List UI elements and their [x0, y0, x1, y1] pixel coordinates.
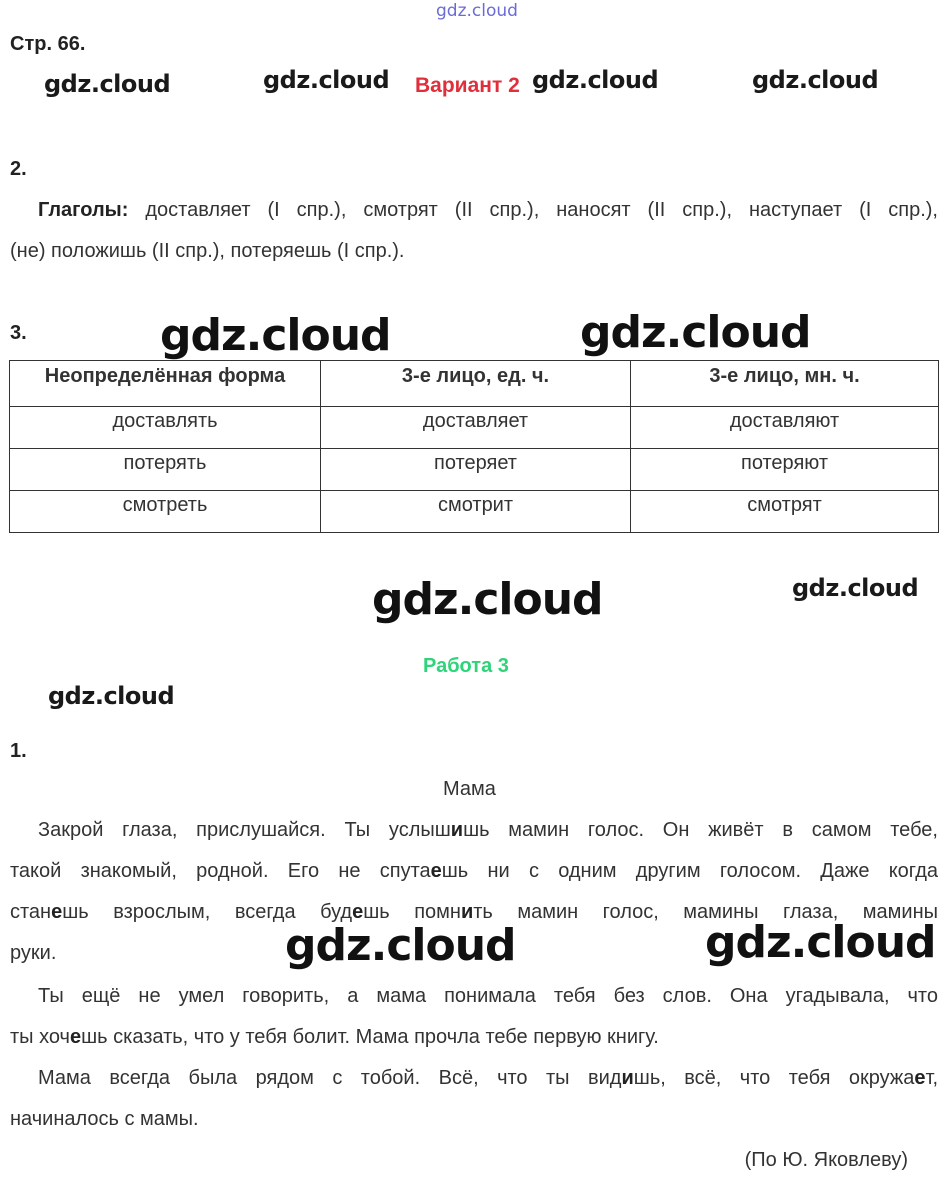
verbs-label: Глаголы:: [38, 199, 129, 221]
text-fragment: шь мамин голос. Он живёт в самом тебе,: [463, 819, 938, 841]
task-2-line-2: (не) положишь (II спр.), потеряешь (I спр.).: [10, 240, 405, 262]
variant-title: Вариант 2: [415, 74, 520, 97]
table-row: [10, 407, 939, 449]
task-3-number: 3.: [10, 322, 27, 344]
highlighted-letter: и: [450, 819, 464, 841]
watermark: gdz.cloud: [160, 310, 391, 361]
table-cell: доставляет: [321, 407, 631, 449]
table-cell: смотрит: [321, 491, 631, 533]
text-title: Мама: [443, 778, 496, 800]
text-fragment: т,: [925, 1067, 938, 1089]
task-1-number: 1.: [10, 740, 27, 762]
watermark: gdz.cloud: [285, 920, 516, 971]
text-fragment: ть мамин голос, мамины глаза, мамины: [473, 901, 938, 923]
watermark: gdz.cloud: [263, 66, 390, 94]
watermark: gdz.cloud: [705, 917, 936, 968]
watermark: gdz.cloud: [372, 574, 603, 625]
text-fragment: шь сказать, что у тебя болит. Мама прочла тебе первую книгу.: [81, 1026, 659, 1048]
watermark: gdz.cloud: [44, 70, 171, 98]
watermark: gdz.cloud: [752, 66, 879, 94]
watermark: gdz.cloud: [48, 682, 175, 710]
text-fragment: ты хоч: [10, 1026, 70, 1048]
highlighted-letter: е: [51, 901, 63, 923]
highlighted-letter: е: [352, 901, 364, 923]
highlighted-letter: и: [460, 901, 474, 923]
table-cell: потерять: [10, 449, 321, 491]
text-fragment: начиналось с мамы.: [10, 1108, 199, 1130]
work-title: Работа 3: [423, 655, 509, 677]
highlighted-letter: е: [69, 1026, 82, 1048]
watermark: gdz.cloud: [532, 66, 659, 94]
text-fragment: Ты ещё не умел говорить, а мама понимала тебя без слов. Она угадывала, что: [38, 985, 938, 1007]
text-fragment: руки.: [10, 942, 57, 964]
table-cell: смотрят: [631, 491, 939, 533]
highlighted-letter: и: [621, 1067, 634, 1089]
table-row: [10, 449, 939, 491]
conjugation-table: [9, 360, 939, 533]
page-reference: Стр. 66.: [10, 33, 86, 55]
watermark-top: gdz.cloud: [436, 1, 518, 21]
table-cell: потеряют: [631, 449, 939, 491]
text-fragment: шь помн: [363, 901, 461, 923]
source-attribution: (По Ю. Яковлеву): [744, 1149, 908, 1171]
text-fragment: шь ни с одним другим голосом. Даже когда: [441, 860, 938, 882]
paragraph-2: [10, 976, 938, 1058]
table-cell: потеряет: [321, 449, 631, 491]
paragraph-1: [10, 810, 938, 974]
task-2-text: [10, 190, 938, 272]
highlighted-letter: е: [914, 1067, 926, 1089]
text-fragment: шь взрослым, всегда буд: [62, 901, 353, 923]
table-cell: доставляют: [631, 407, 939, 449]
watermark: gdz.cloud: [792, 574, 919, 602]
table-row: [10, 491, 939, 533]
watermark: gdz.cloud: [580, 307, 811, 358]
text-fragment: Мама всегда была рядом с тобой. Всё, что ты вид: [38, 1067, 622, 1089]
text-fragment: стан: [10, 901, 52, 923]
text-fragment: Закрой глаза, прислушайся. Ты услыш: [38, 819, 451, 841]
text-fragment: такой знакомый, родной. Его не спута: [10, 860, 431, 882]
highlighted-letter: е: [430, 860, 442, 882]
table-header: 3-е лицо, ед. ч.: [321, 361, 631, 407]
table-header: Неопределённая форма: [10, 361, 321, 407]
table-cell: смотреть: [10, 491, 321, 533]
task-2-number: 2.: [10, 158, 27, 180]
table-header: 3-е лицо, мн. ч.: [631, 361, 939, 407]
task-2-line-1: доставляет (I спр.), смотрят (II спр.), наносят (II спр.), наступает (I спр.),: [145, 199, 938, 221]
table-header-row: [10, 361, 939, 407]
table-cell: доставлять: [10, 407, 321, 449]
text-fragment: шь, всё, что тебя окружа: [633, 1067, 915, 1089]
paragraph-3: [10, 1058, 938, 1140]
